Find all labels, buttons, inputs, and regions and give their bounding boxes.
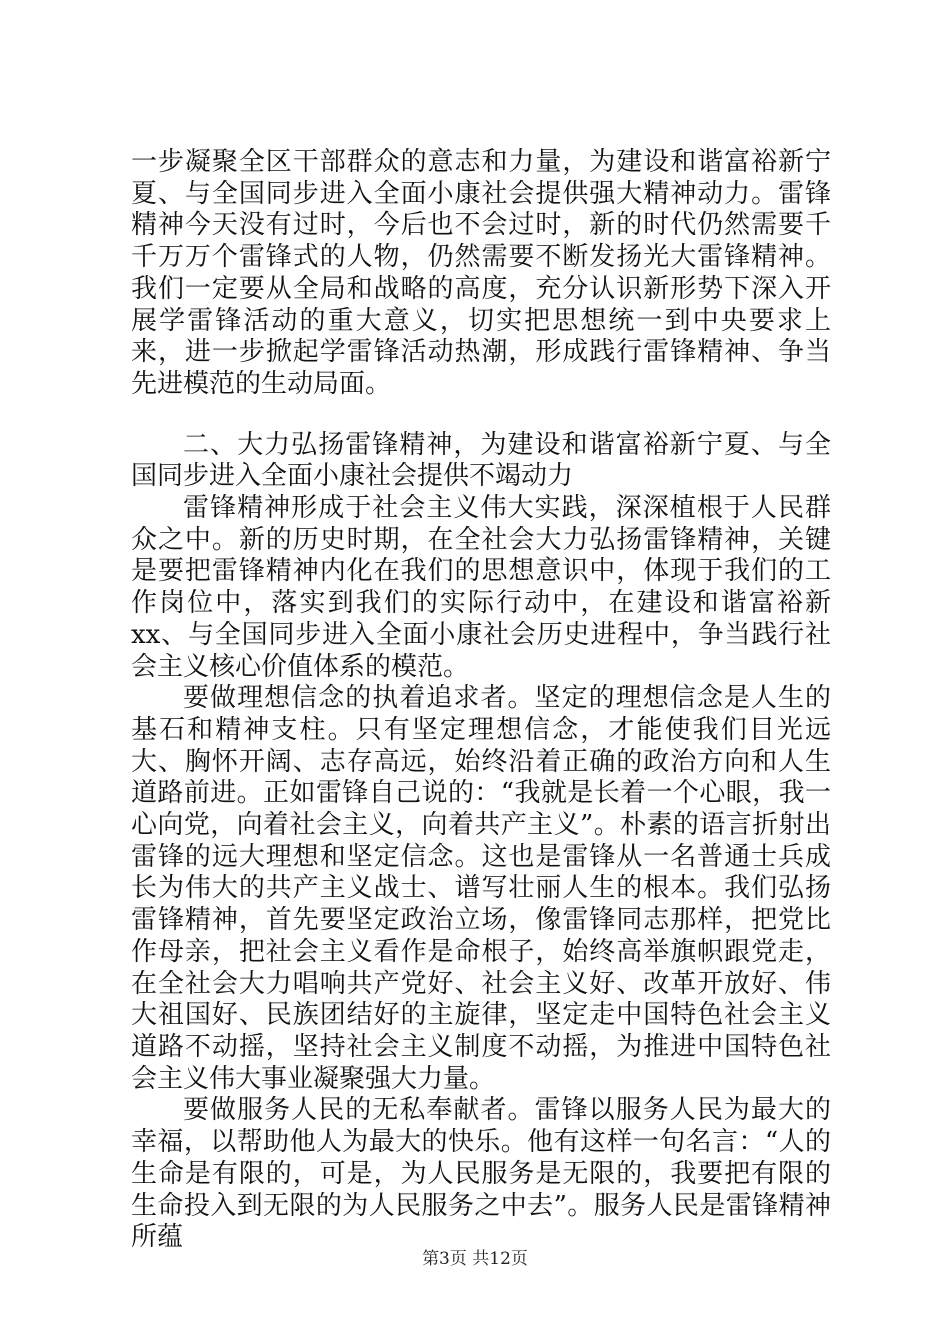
page-footer: 第3页 共12页 (422, 1249, 528, 1269)
paragraph: 要做理想信念的执着追求者。坚定的理想信念是人生的基石和精神支柱。只有坚定理想信念，才能使我们目光远大、胸怀开阔、志存高远，始终沿着正确的政治方向和人生道路前进。正如雷锋自己说的：“我就是长着一个心眼，我一心向党，向着社会主义，向着共产主义”。朴素的语言折射出雷锋的远大理想和坚定信念。这也是雷锋从一名普通士兵成长为伟大的共产主义战士、谱写壮丽人生的根本。我们弘扬雷锋精神，首先要坚定政治立场，像雷锋同志那样，把党比作母亲，把社会主义看作是命根子，始终高举旗帜跟党走，在全社会大力唱响共产党好、社会主义好、改革开放好、伟大祖国好、民族团结好的主旋律，坚定走中国特色社会主义道路不动摇，坚持社会主义制度不动摇，为推进中国特色社会主义伟大事业凝聚强大力量。 (131, 683, 831, 1094)
paragraph: 要做服务人民的无私奉献者。雷锋以服务人民为最大的幸福，以帮助他人为最大的快乐。他有这样一句名言：“人的生命是有限的，可是，为人民服务是无限的，我要把有限的生命投入到无限的为人民服务之中去”。服务人民是雷锋精神所蕴 (131, 1095, 831, 1253)
section-heading: 二、大力弘扬雷锋精神，为建设和谐富裕新宁夏、与全国同步进入全面小康社会提供不竭动力 (131, 429, 831, 492)
paragraph-continuation: 一步凝聚全区干部群众的意志和力量，为建设和谐富裕新宁夏、与全国同步进入全面小康社会提供强大精神动力。雷锋精神今天没有过时，今后也不会过时，新的时代仍然需要千千万万个雷锋式的人物，仍然需要不断发扬光大雷锋精神。我们一定要从全局和战略的高度，充分认识新形势下深入开展学雷锋活动的重大意义，切实把思想统一到中央要求上来，进一步掀起学雷锋活动热潮，形成践行雷锋精神、争当先进模范的生动局面。 (131, 147, 831, 399)
paragraph: 雷锋精神形成于社会主义伟大实践，深深植根于人民群众之中。新的历史时期，在全社会大力弘扬雷锋精神，关键是要把雷锋精神内化在我们的思想意识中，体现于我们的工作岗位中，落实到我们的实际行动中，在建设和谐富裕新xx、与全国同步进入全面小康社会历史进程中，争当践行社会主义核心价值体系的模范。 (131, 493, 831, 682)
document-body (131, 147, 831, 1254)
